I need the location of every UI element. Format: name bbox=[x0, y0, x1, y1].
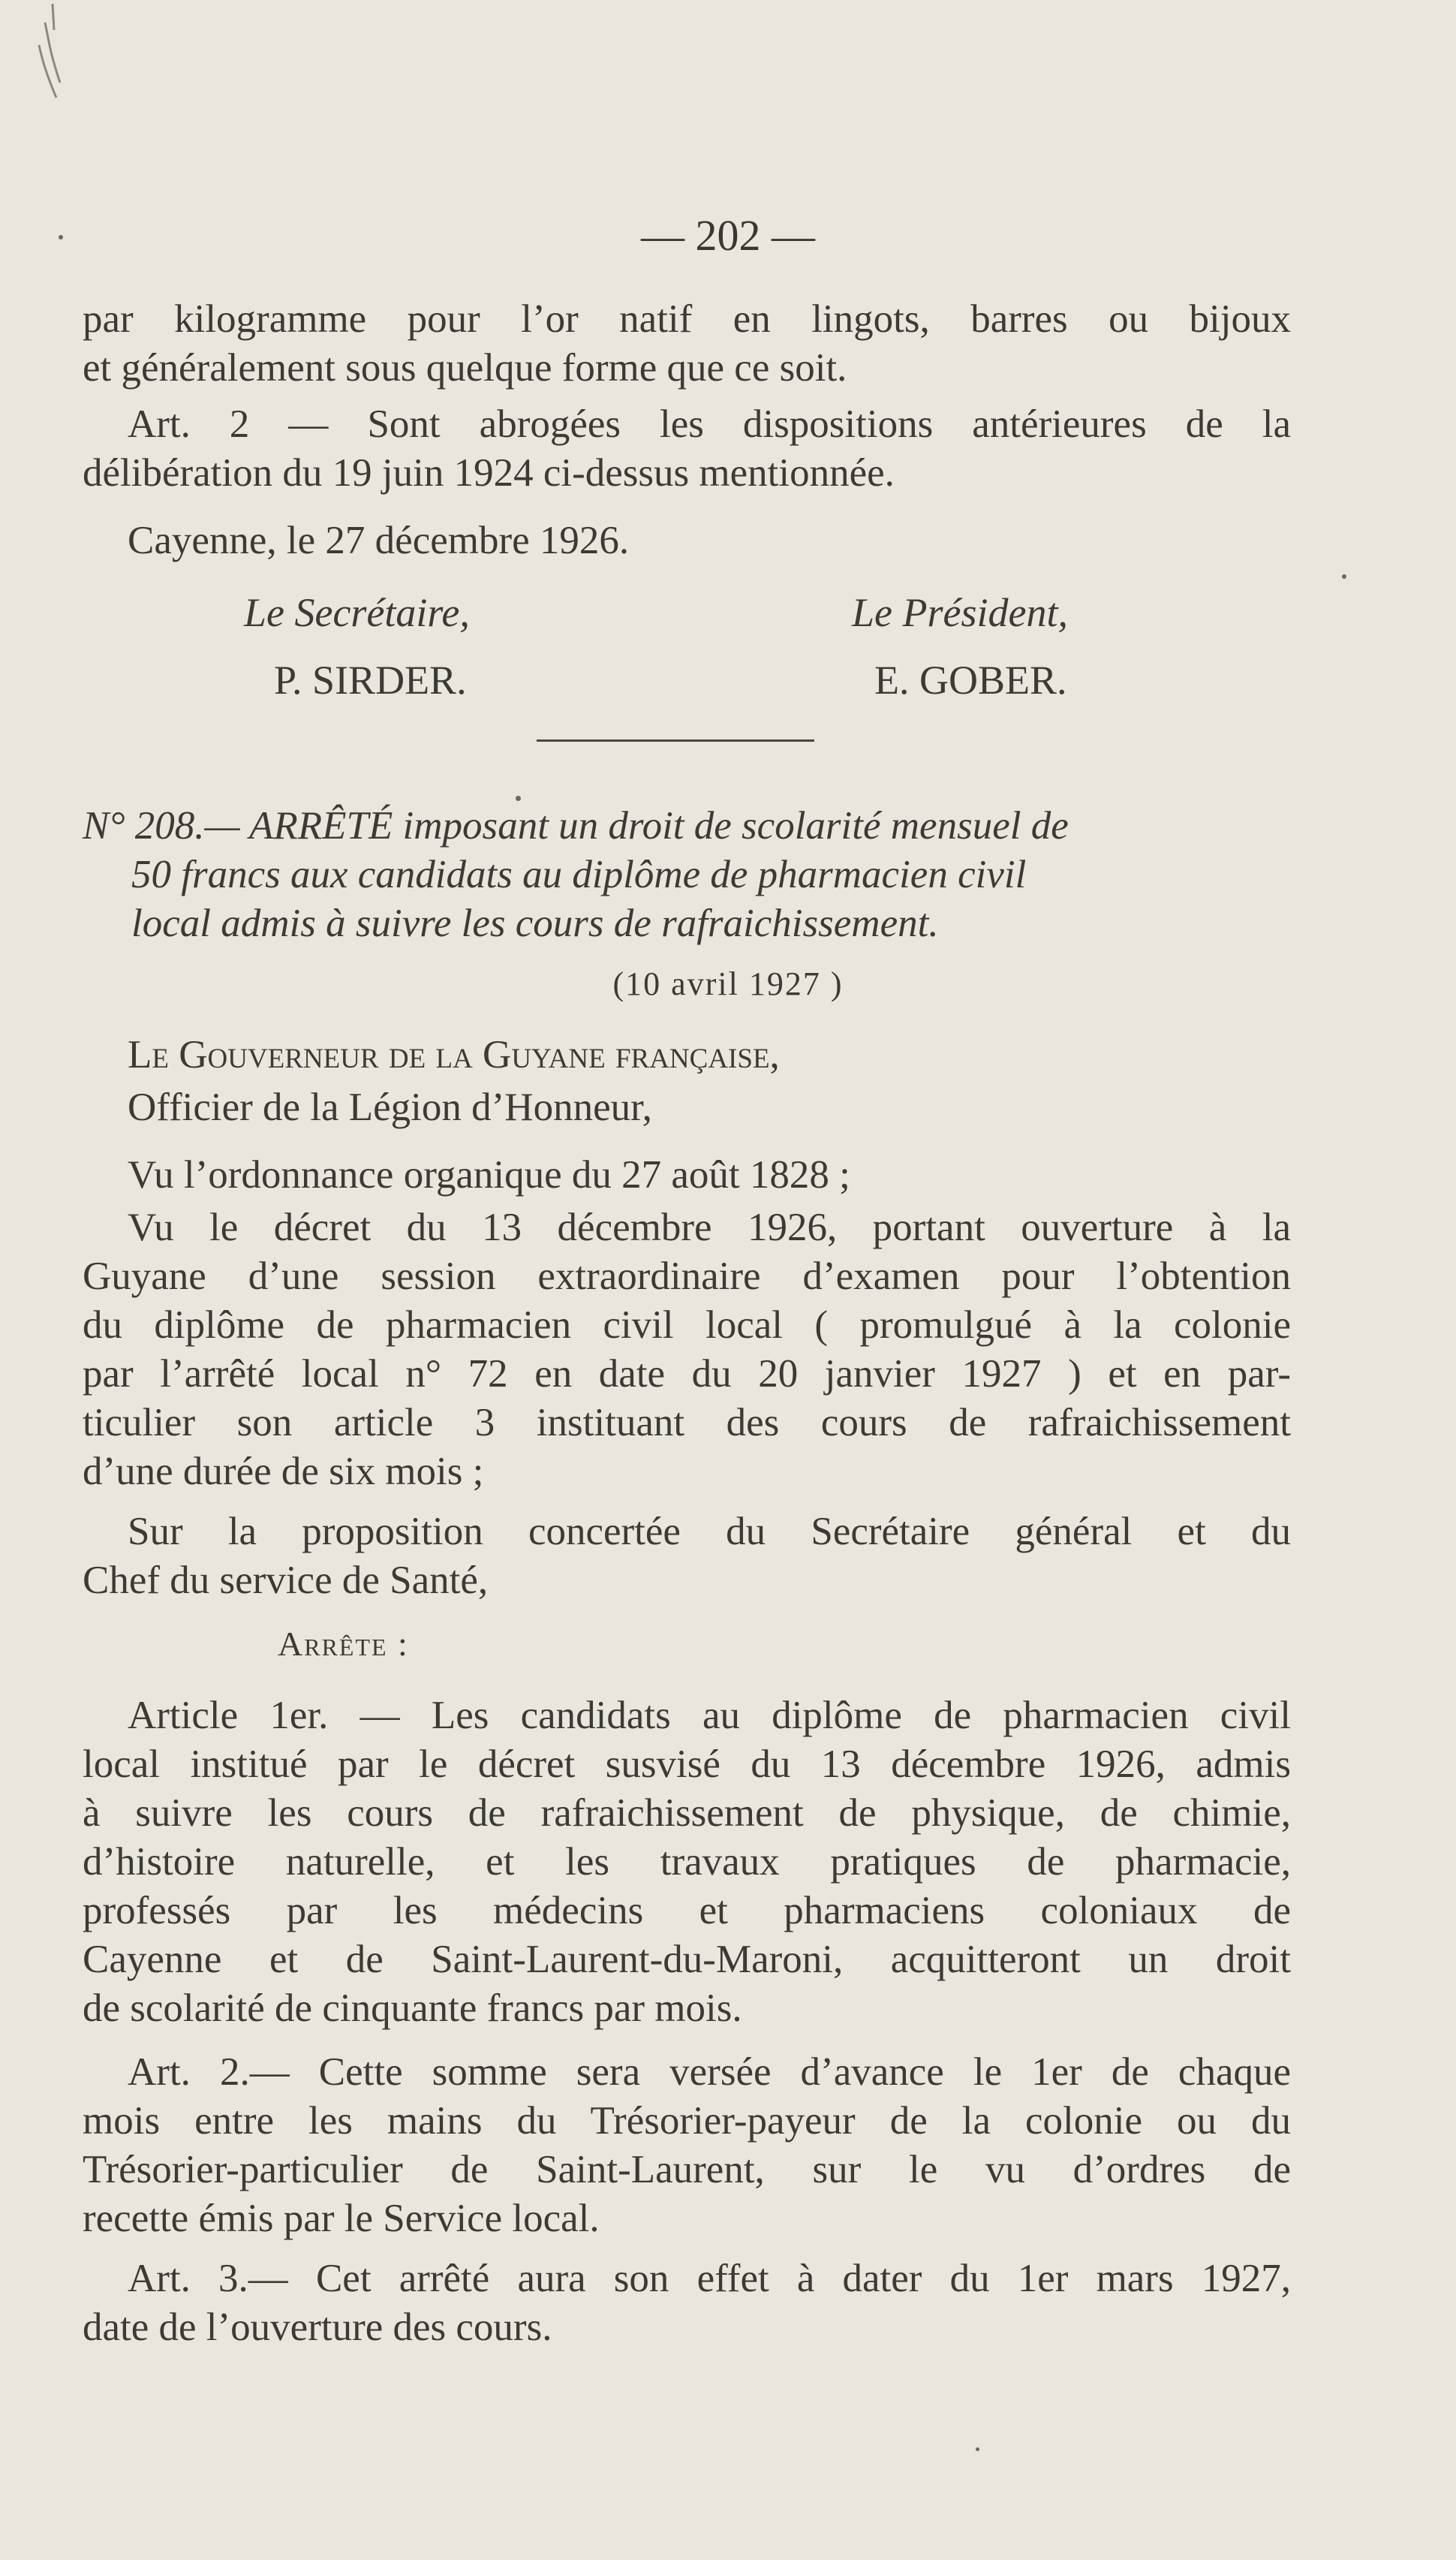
text-line: local institué par le décret susvisé du 13 décembre 1926, admis bbox=[83, 1742, 1291, 1786]
text-line: Article 1er. — Les candidats au diplôme de pharmacien civil bbox=[128, 1694, 1291, 1737]
torn-corner-mark bbox=[23, 0, 83, 113]
governor-line: Le Gouverneur de la Guyane française, bbox=[128, 1033, 780, 1077]
text-line: mois entre les mains du Trésorier-payeur de la colonie ou du bbox=[83, 2099, 1291, 2143]
text-line: du diplôme de pharmacien civil local ( promulgué à la colonie bbox=[83, 1303, 1291, 1347]
ink-speck bbox=[1342, 574, 1346, 579]
text-line: d’histoire naturelle, et les travaux pratiques de pharmacie, bbox=[83, 1840, 1291, 1884]
text-line: Art. 2.— Cette somme sera versée d’avance le 1er de chaque bbox=[128, 2050, 1291, 2094]
text-line: Vu l’ordonnance organique du 27 août 1828 ; bbox=[128, 1153, 850, 1197]
text-line: par kilogramme pour l’or natif en lingots, barres ou bijoux bbox=[83, 297, 1291, 341]
signature-right-name: E. GOBER. bbox=[874, 658, 1067, 703]
section-divider bbox=[537, 739, 814, 742]
decree-heading-line: N° 208.— ARRÊTÉ imposant un droit de scolarité mensuel de bbox=[83, 804, 1069, 848]
text-line: professés par les médecins et pharmaciens coloniaux de bbox=[83, 1889, 1291, 1932]
signature-left-title: Le Secrétaire, bbox=[244, 590, 470, 635]
text-line: Sur la proposition concertée du Secrétaire général et du bbox=[128, 1510, 1291, 1553]
decree-heading-line: 50 francs aux candidats au diplôme de pharmacien civil bbox=[131, 853, 1027, 896]
page-number: — 202 — bbox=[641, 211, 815, 260]
text-line: Cayenne et de Saint-Laurent-du-Maroni, acquitteront un droit bbox=[83, 1938, 1291, 1981]
text-line: date de l’ouverture des cours. bbox=[83, 2306, 552, 2349]
text-line: ticulier son article 3 instituant des cours de rafraichissement bbox=[83, 1401, 1291, 1444]
text-line: Art. 3.— Cet arrêté aura son effet à dater du 1er mars 1927, bbox=[128, 2257, 1291, 2300]
text-line: Chef du service de Santé, bbox=[83, 1559, 489, 1602]
decree-date: (10 avril 1927 ) bbox=[612, 965, 844, 1002]
signature-left-name: P. SIRDER. bbox=[274, 658, 467, 703]
arrete-label: Arrête : bbox=[278, 1625, 409, 1663]
signature-right-title: Le Président, bbox=[852, 590, 1068, 635]
text-line: Guyane d’une session extraordinaire d’examen pour l’obtention bbox=[83, 1254, 1291, 1298]
decree-heading-line: local admis à suivre les cours de rafraichissement. bbox=[131, 902, 939, 945]
text-line: Vu le décret du 13 décembre 1926, portant ouverture à la bbox=[128, 1206, 1291, 1249]
governor-rank: Officier de la Légion d’Honneur, bbox=[128, 1086, 652, 1129]
text-line: par l’arrêté local n° 72 en date du 20 janvier 1927 ) et en par- bbox=[83, 1352, 1291, 1396]
text-line: recette émis par le Service local. bbox=[83, 2197, 600, 2240]
text-line: et généralement sous quelque forme que ce soit. bbox=[83, 346, 847, 390]
ink-speck bbox=[976, 2447, 979, 2451]
governor-title bbox=[128, 1029, 1291, 1081]
text-line: d’une durée de six mois ; bbox=[83, 1450, 484, 1493]
text-line: de scolarité de cinquante francs par mois. bbox=[83, 1986, 742, 2030]
text-line: délibération du 19 juin 1924 ci-dessus mentionnée. bbox=[83, 451, 895, 495]
place-date: Cayenne, le 27 décembre 1926. bbox=[128, 519, 630, 562]
text-line: à suivre les cours de rafraichissement de physique, de chimie, bbox=[83, 1791, 1291, 1835]
text-line: Art. 2 — Sont abrogées les dispositions antérieures de la bbox=[128, 402, 1291, 446]
text-line: Trésorier-particulier de Saint-Laurent, sur le vu d’ordres de bbox=[83, 2148, 1291, 2191]
